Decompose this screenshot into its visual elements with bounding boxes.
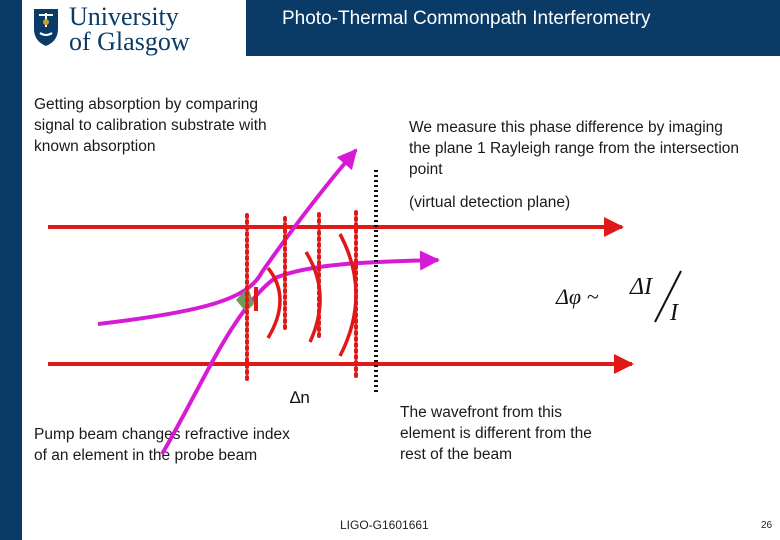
absorption-text: Getting absorption by comparing signal to calibration substrate with known absorption xyxy=(34,96,267,155)
pump-text: Pump beam changes refractive index of an element in the probe beam xyxy=(34,426,290,464)
measure-text: We measure this phase difference by imaging the plane 1 Rayleigh range from the intersection point xyxy=(409,119,740,178)
formula-numerator: ΔI xyxy=(630,274,653,300)
document-id: LIGO-G1601661 xyxy=(340,518,429,532)
formula-denominator: I xyxy=(670,300,678,326)
virtual-plane-label: (virtual detection plane) xyxy=(409,194,571,211)
logo-text-glasgow: of Glasgow xyxy=(69,27,190,56)
formula-lhs: Δφ ~ xyxy=(556,284,599,309)
delta-n-label: ∆n xyxy=(290,388,310,407)
page-number: 26 xyxy=(761,520,773,531)
logo-text-university: University xyxy=(69,2,179,31)
wavefront-arc-3 xyxy=(340,234,356,356)
page-title: Photo-Thermal Commonpath Interferometry xyxy=(282,8,651,29)
wavefront-text: The wavefront from this element is different from the rest of the beam xyxy=(400,404,592,463)
pump-beam-lower-curve xyxy=(162,260,438,454)
